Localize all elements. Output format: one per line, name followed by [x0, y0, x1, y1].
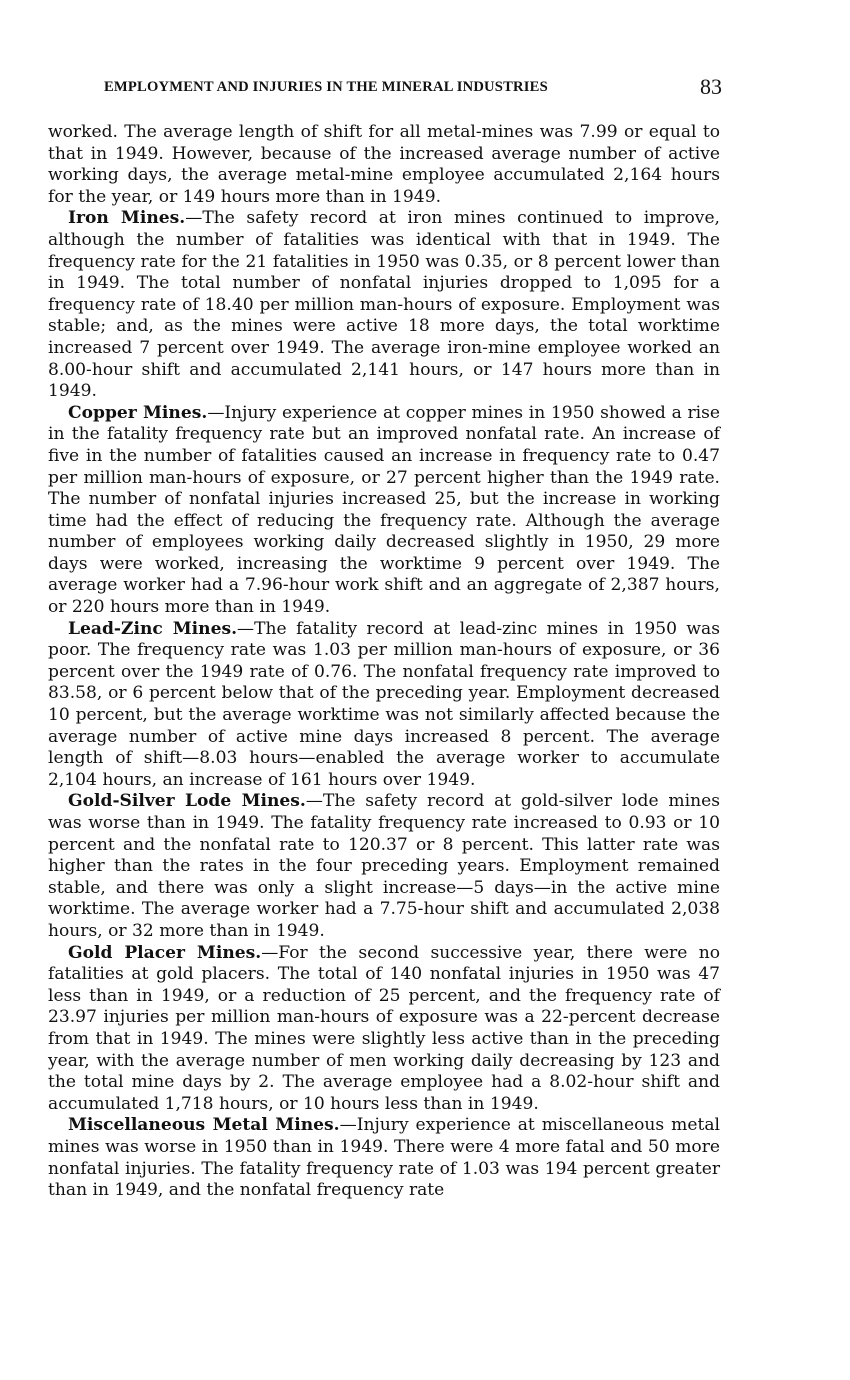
- paragraph-copper-mines: [48, 403, 720, 619]
- running-title: EMPLOYMENT AND INJURIES IN THE MINERAL INDUSTRIES: [104, 79, 548, 95]
- paragraph-lead-zinc-mines: [48, 619, 720, 792]
- paragraph-heading: Gold-Silver Lode Mines.: [68, 791, 306, 812]
- paragraph-continuation: [48, 122, 720, 208]
- paragraph-heading: Lead-Zinc Mines.: [68, 618, 238, 639]
- paragraph-heading: Copper Mines.: [68, 402, 208, 423]
- paragraph-text: —For the second successive year, there were no fatalities at gold placers. The total of 140 nonfatal injuries in 1950 was 47 less than in 1949, or a reduction of 25 percent, and the frequency rate of 23.97 injuries per million man-hours of exposure was a 22-percent decrease from that in 1949. The mines were slightly less active than in the preceding year, with the average number of men working daily decreasing by 123 and the total mine days by 2. The average employee had a 8.02-hour shift and accumulated 1,718 hours, or 10 hours less than in 1949.: [48, 942, 720, 1114]
- paragraph-text: —Injury experience at copper mines in 1950 showed a rise in the fatality frequency rate but an improved nonfatal rate. An increase of five in the number of fatalities caused an increase in frequency rate to 0.47 per million man-hours of exposure, or 27 percent higher than the 1949 rate. The number of nonfatal injuries increased 25, but the increase in working time had the effect of reducing the frequency rate. Although the average number of employees working daily decreased slightly in 1950, 29 more days were worked, increasing the worktime 9 percent over 1949. The average worker had a 7.96-hour work shift and an aggregate of 2,387 hours, or 220 hours more than in 1949.: [48, 402, 720, 618]
- paragraph-gold-silver-lode-mines: [48, 791, 720, 942]
- paragraph-text: worked. The average length of shift for all metal-mines was 7.99 or equal to that in 1949. However, because of the increased average number of active working days, the average metal-mine employee accumulated 2,164 hours for the year, or 149 hours more than in 1949.: [48, 122, 720, 207]
- paragraph-gold-placer-mines: [48, 943, 720, 1116]
- page-number: 83: [700, 74, 722, 99]
- running-header: [86, 74, 722, 102]
- paragraph-miscellaneous-metal-mines: [48, 1115, 720, 1201]
- paragraph-text: —The safety record at iron mines continued to improve, although the number of fatalities was identical with that in 1949. The frequency rate for the 21 fatalities in 1950 was 0.35, or 8 percent lower than in 1949. The total number of nonfatal injuries dropped to 1,095 for a frequency rate of 18.40 per million man-hours of exposure. Employment was stable; and, as the mines were active 18 more days, the total worktime increased 7 percent over 1949. The average iron-mine employee worked an 8.00-hour shift and accumulated 2,141 hours, or 147 hours more than in 1949.: [48, 208, 720, 402]
- paragraph-text: —The safety record at gold-silver lode mines was worse than in 1949. The fatality frequency rate increased to 0.93 or 10 percent and the nonfatal rate to 120.37 or 8 percent. This latter rate was higher than the rates in the four preceding years. Employment remained stable, and there was only a slight increase—5 days—in the active mine worktime. The average worker had a 7.75-hour shift and accumulated 2,038 hours, or 32 more than in 1949.: [48, 791, 720, 941]
- body-text: [48, 122, 720, 1202]
- paragraph-heading: Gold Placer Mines.: [68, 942, 262, 963]
- paragraph-heading: Miscellaneous Metal Mines.: [68, 1115, 340, 1136]
- paragraph-iron-mines: [48, 208, 720, 402]
- paragraph-heading: Iron Mines.: [68, 208, 186, 229]
- paragraph-text: —The fatality record at lead-zinc mines in 1950 was poor. The frequency rate was 1.03 per million man-hours of exposure, or 36 percent over the 1949 rate of 0.76. The nonfatal frequency rate improved to 83.58, or 6 percent below that of the preceding year. Employment decreased 10 percent, but the average worktime was not similarly affected because the average number of active mine days increased 8 percent. The average length of shift—8.03 hours—enabled the average worker to accumulate 2,104 hours, an increase of 161 hours over 1949.: [48, 618, 720, 790]
- paragraph-text: —Injury experience at miscellaneous metal mines was worse in 1950 than in 1949. There were 4 more fatal and 50 more nonfatal injuries. The fatality frequency rate of 1.03 was 194 percent greater than in 1949, and the nonfatal frequency rate: [48, 1115, 720, 1201]
